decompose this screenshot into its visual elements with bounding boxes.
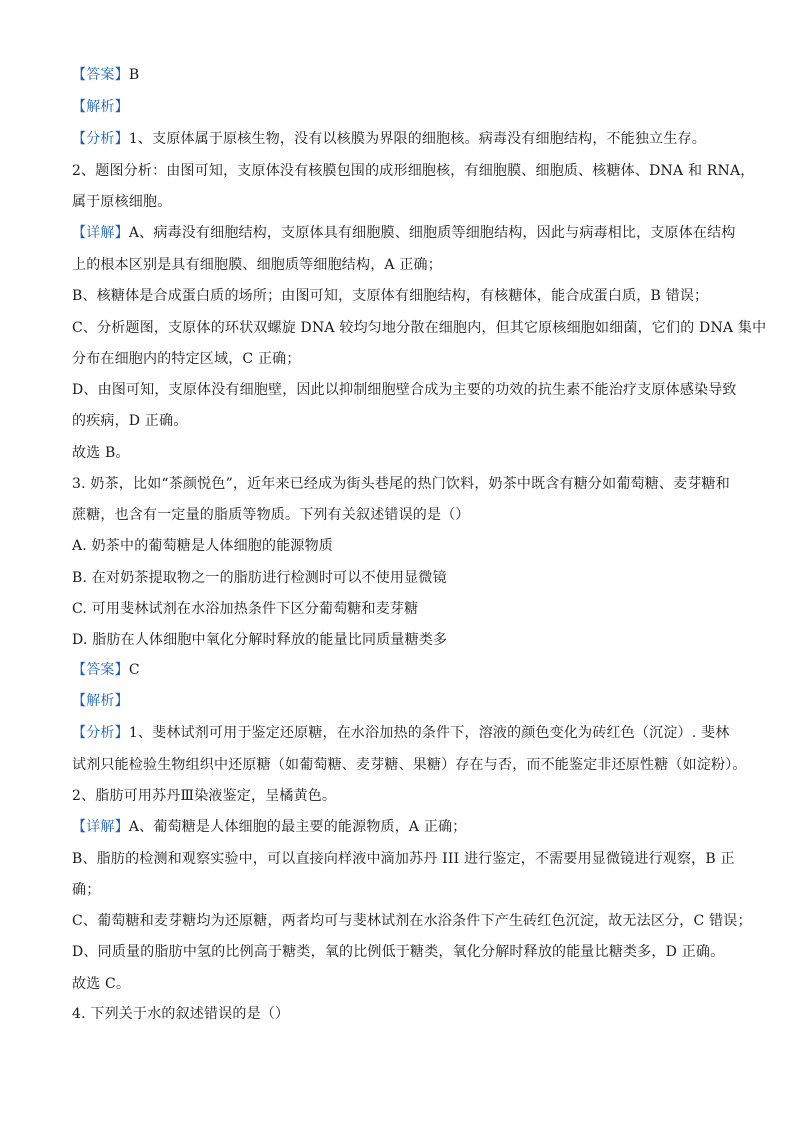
text-line: 的疾病，D 正确。 — [72, 413, 188, 429]
text-line: C、分析题图，支原体的环状双螺旋 DNA 较均匀地分散在细胞内，但其它原核细胞如细菌，它们的 DNA 集中 — [72, 320, 767, 336]
text-line: 确； — [72, 882, 101, 898]
text-line: 试剂只能检验生物组织中还原糖（如葡萄糖、麦芽糖、果糖）存在与否，而不能鉴定非还原性糖（如淀粉）。 — [72, 757, 747, 773]
answer-tag: 【答案】 — [72, 67, 129, 83]
analysis-tag: 【解析】 — [72, 99, 129, 115]
text-line: C、葡萄糖和麦芽糖均为还原糖，两者均可与斐林试剂在水浴条件下产生砖红色沉淀，故无法区分，C 错误； — [72, 913, 752, 929]
text-line: B、脂肪的检测和观察实验中，可以直接向样液中滴加苏丹 III 进行鉴定，不需要用显微镜进行观察，B 正 — [72, 851, 735, 867]
option-d: D. 脂肪在人体细胞中氧化分解时释放的能量比同质量糖类多 — [72, 632, 448, 648]
detail-paragraph: 【详解】A、病毒没有细胞结构，支原体具有细胞膜、细胞质等细胞结构，因此与病毒相比，支原体在结构 — [72, 225, 736, 241]
analysis-paragraph: 【分析】1、斐林试剂可用于鉴定还原糖，在水浴加热的条件下，溶液的颜色变化为砖红色（沉淀）. 斐林 — [72, 725, 730, 741]
text-line: D、由图可知，支原体没有细胞壁，因此以抑制细胞壁合成为主要的功效的抗生素不能治疗支原体感染导致 — [72, 382, 737, 398]
question-stem: 3. 奶茶，比如“茶颜悦色”，近年来已经成为街头巷尾的热门饮料，奶茶中既含有糖分如葡萄糖、麦芽糖和 — [72, 476, 730, 492]
detail-paragraph: 【详解】A、葡萄糖是人体细胞的最主要的能源物质，A 正确； — [72, 819, 467, 835]
detail-tag: 【详解】 — [72, 225, 129, 241]
question-stem: 4. 下列关于水的叙述错误的是（） — [72, 1006, 290, 1022]
answer-text: B — [128, 67, 140, 83]
question-stem: 蔗糖，也含有一定量的脂质等物质。下列有关叙述错误的是（） — [72, 507, 470, 523]
detail-tag: 【详解】 — [72, 819, 129, 835]
analysis-sub-tag: 【分析】 — [72, 131, 129, 147]
answer-text: C — [128, 662, 140, 678]
answer-line — [72, 661, 140, 679]
text-line: 分布在细胞内的特定区域，C 正确； — [72, 351, 301, 367]
answer-tag: 【答案】 — [72, 662, 129, 678]
text-line: D、同质量的脂肪中氢的比例高于糖类，氧的比例低于糖类，氧化分解时释放的能量比糖类多，D 正确。 — [72, 944, 725, 960]
text-line: 2、脂肪可用苏丹Ⅲ染液鉴定，呈橘黄色。 — [72, 788, 337, 804]
text-line: B、核糖体是合成蛋白质的场所；由图可知，支原体有细胞结构，有核糖体，能合成蛋白质，B 错误； — [72, 288, 709, 304]
analysis-tag: 【解析】 — [72, 693, 129, 709]
analysis-sub-tag: 【分析】 — [72, 725, 129, 741]
option-c: C. 可用斐林试剂在水浴加热条件下区分葡萄糖和麦芽糖 — [72, 601, 419, 617]
text-line: 2、题图分析：由图可知，支原体没有核膜包围的成形细胞核，有细胞膜、细胞质、核糖体、DNA 和 RNA， — [72, 163, 755, 179]
conclusion-line: 故选 C。 — [72, 976, 131, 992]
option-a: A. 奶茶中的葡萄糖是人体细胞的能源物质 — [72, 538, 334, 554]
analysis-header — [72, 692, 129, 710]
analysis-header — [72, 98, 129, 116]
text-line: 上的根本区别是具有细胞膜、细胞质等细胞结构，A 正确； — [72, 257, 442, 273]
answer-line — [72, 66, 139, 84]
conclusion-line: 故选 B。 — [72, 445, 130, 461]
text-line: 属于原核细胞。 — [72, 194, 172, 210]
option-b: B. 在对奶茶提取物之一的脂肪进行检测时可以不使用显微镜 — [72, 570, 447, 586]
analysis-paragraph: 【分析】1、支原体属于原核生物，没有以核膜为界限的细胞核。病毒没有细胞结构，不能独立生存。 — [72, 131, 706, 147]
